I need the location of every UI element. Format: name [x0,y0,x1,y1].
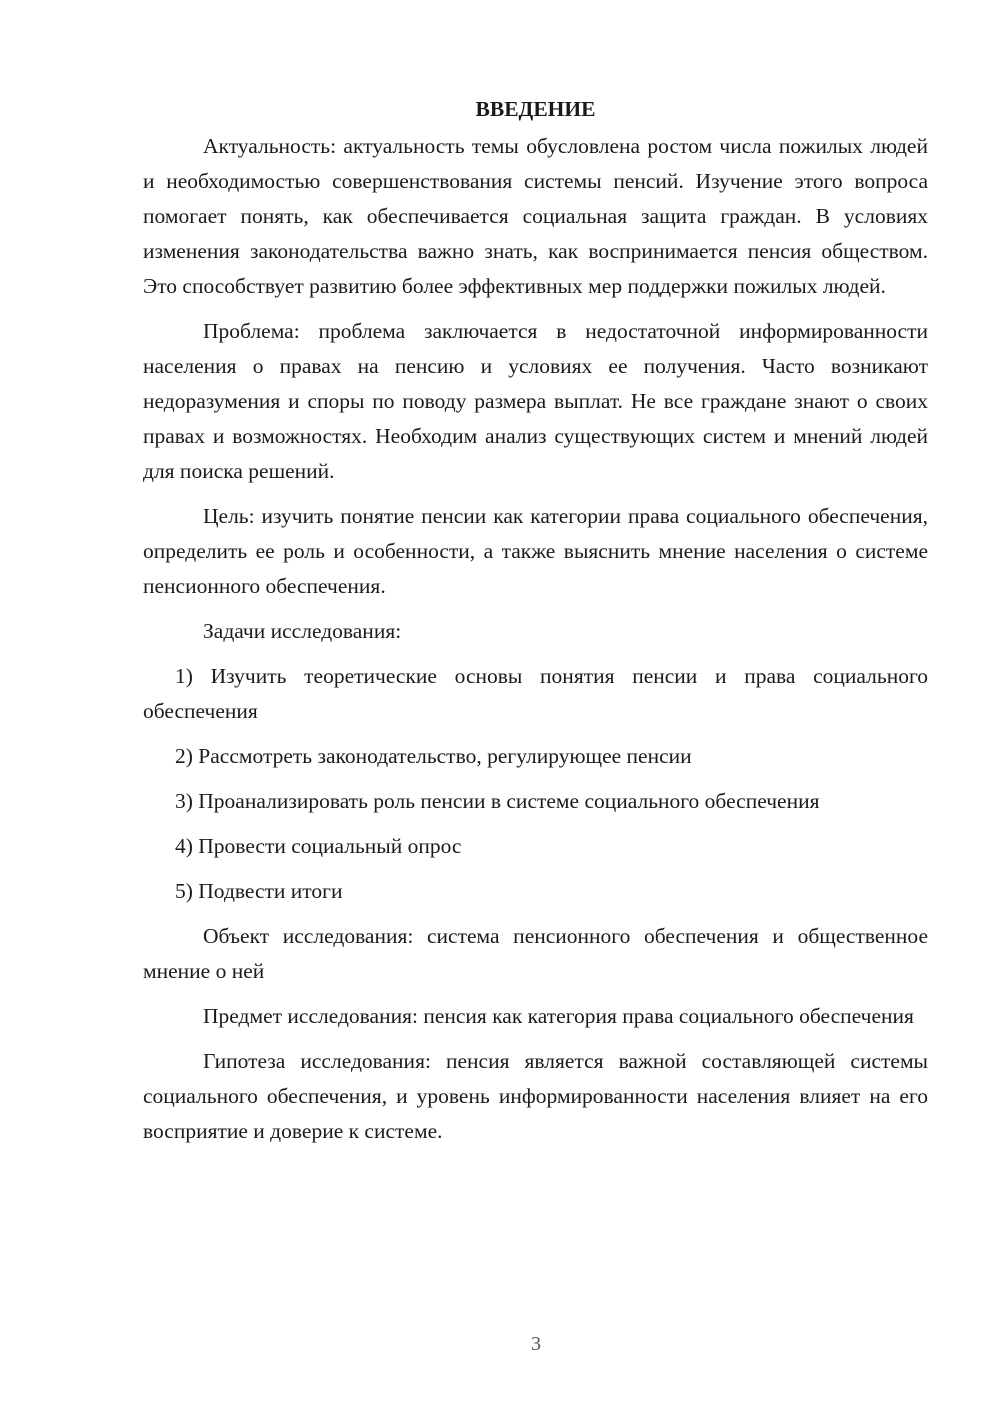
task-item-4: 4) Провести социальный опрос [175,834,462,858]
paragraph-object: Объект исследования: система пенсионного обеспечения и общественное мнение о ней [143,924,928,983]
page-number: 3 [531,1333,541,1355]
task-item-5: 5) Подвести итоги [175,879,343,903]
paragraph-problem: Проблема: проблема заключается в недостаточной информированности населения о правах на пенсию и условиях ее получения. Часто возникают недоразумения и споры по поводу размера выплат. Не все граждане знают о своих правах и возможностях. Необходим анализ существующих систем и мнений людей для поиска решений. [143,319,928,483]
paragraph-relevance: Актуальность: актуальность темы обусловлена ростом числа пожилых людей и необходимостью совершенствования системы пенсий. Изучение этого вопроса помогает понять, как обеспечивается социальная защита граждан. В условиях изменения законодательства важно знать, как воспринимается пенсия обществом. Это способствует развитию более эффективных мер поддержки пожилых людей. [143,134,928,298]
paragraph-subject: Предмет исследования: пенсия как категория права социального обеспечения [203,1004,914,1028]
paragraph-hypothesis: Гипотеза исследования: пенсия является важной составляющей системы социального обеспечения, и уровень информированности населения влияет на его восприятие и доверие к системе. [143,1049,928,1143]
task-item-1: 1) Изучить теоретические основы понятия пенсии и права социального обеспечения [143,664,928,723]
task-item-2: 2) Рассмотреть законодательство, регулирующее пенсии [175,744,692,768]
document-body [143,92,928,1159]
task-item-3: 3) Проанализировать роль пенсии в системе социального обеспечения [175,789,820,813]
page-title: ВВЕДЕНИЕ [475,97,596,121]
tasks-heading: Задачи исследования: [203,619,402,643]
paragraph-goal: Цель: изучить понятие пенсии как категории права социального обеспечения, определить ее роль и особенности, а также выяснить мнение населения о системе пенсионного обеспечения. [143,504,928,598]
